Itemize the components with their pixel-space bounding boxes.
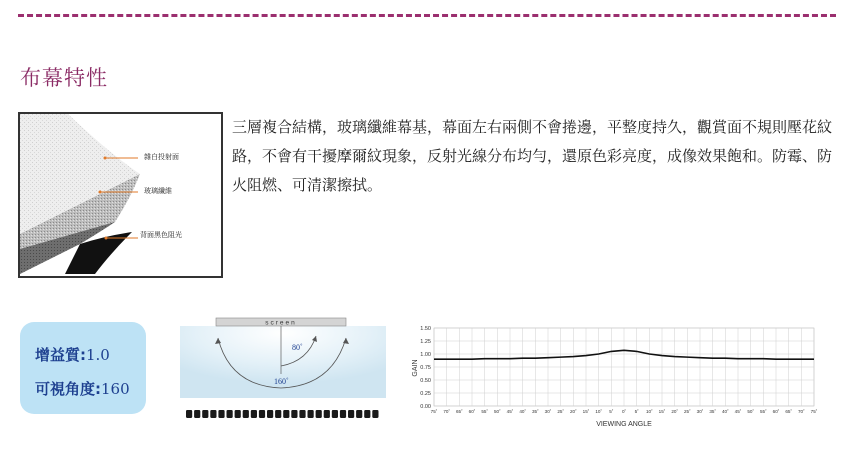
x-tick-label: 5˚ bbox=[609, 409, 614, 414]
seat bbox=[259, 410, 265, 418]
x-tick-label: 35˚ bbox=[532, 409, 539, 414]
x-tick-label: 70˚ bbox=[798, 409, 805, 414]
seat bbox=[348, 410, 354, 418]
x-tick-label: 15˚ bbox=[582, 409, 590, 414]
spec-box bbox=[20, 322, 146, 414]
x-tick-label: 35˚ bbox=[709, 409, 716, 414]
y-tick-labels bbox=[420, 326, 431, 410]
seat bbox=[275, 410, 281, 418]
x-tick-label: 45˚ bbox=[506, 409, 514, 414]
seat bbox=[251, 410, 257, 418]
y-tick-label: 1.50 bbox=[420, 326, 431, 332]
viewing-angle-spec bbox=[35, 378, 130, 399]
x-tick-label: 60˚ bbox=[772, 409, 780, 414]
x-tick-label: 40˚ bbox=[519, 409, 526, 414]
x-tick-label: 10˚ bbox=[595, 409, 602, 414]
x-tick-label: 50˚ bbox=[747, 409, 754, 414]
seat bbox=[372, 410, 378, 418]
gain-chart bbox=[405, 322, 825, 430]
fabric-layer-illustration bbox=[18, 112, 223, 278]
x-axis-label: VIEWING ANGLE bbox=[596, 421, 652, 428]
x-tick-label: 75˚ bbox=[810, 409, 818, 414]
y-axis-label: GAIN bbox=[412, 359, 419, 377]
layer-label-backing: 背面黑色阻光 bbox=[140, 231, 182, 239]
x-tick-label: 75˚ bbox=[430, 409, 438, 414]
gain-value: 1.0 bbox=[86, 346, 110, 364]
seat bbox=[283, 410, 289, 418]
x-tick-label: 65˚ bbox=[785, 409, 792, 414]
seat bbox=[194, 410, 200, 418]
x-tick-label: 25˚ bbox=[684, 409, 691, 414]
x-tick-label: 5˚ bbox=[634, 409, 639, 414]
seat bbox=[316, 410, 322, 418]
x-tick-label: 70˚ bbox=[443, 409, 450, 414]
x-tick-label: 55˚ bbox=[481, 409, 488, 414]
x-tick-label: 0˚ bbox=[621, 409, 627, 414]
y-tick-label: 0.25 bbox=[420, 391, 431, 397]
product-description: 三層複合結構，玻璃纖維幕基，幕面左右兩側不會捲邊，平整度持久，觀賞面不規則壓花紋路，不會有干擾摩爾紋現象，反射光線分布均勻，還原色彩亮度，成像效果飽和。防霉、防火阻燃、可清潔擦拭。 bbox=[232, 118, 833, 194]
layer-label-surface: 雜白投射面 bbox=[144, 153, 179, 161]
seat bbox=[218, 410, 224, 418]
x-tick-label: 65˚ bbox=[456, 409, 463, 414]
seat bbox=[243, 410, 249, 418]
layer-label-fiber: 玻璃纖維 bbox=[144, 187, 172, 195]
gain-spec bbox=[35, 344, 110, 365]
seat bbox=[186, 410, 192, 418]
seat bbox=[291, 410, 297, 418]
section-title: 布幕特性 bbox=[20, 66, 108, 90]
y-tick-label: 0.50 bbox=[420, 378, 431, 384]
seat bbox=[308, 410, 314, 418]
y-tick-label: 1.25 bbox=[420, 339, 431, 345]
x-tick-label: 20˚ bbox=[671, 409, 678, 414]
viewing-angle-value: 160 bbox=[101, 380, 130, 398]
seat bbox=[227, 410, 233, 418]
seat bbox=[299, 410, 305, 418]
seat bbox=[356, 410, 362, 418]
seat bbox=[235, 410, 241, 418]
x-tick-label: 45˚ bbox=[734, 409, 742, 414]
gain-label: 增益質: bbox=[35, 346, 86, 364]
x-tick-label: 25˚ bbox=[557, 409, 564, 414]
x-tick-label: 20˚ bbox=[570, 409, 577, 414]
y-tick-label: 0.00 bbox=[420, 404, 431, 410]
narrow-angle-label: 80˚ bbox=[292, 343, 303, 352]
x-tick-label: 15˚ bbox=[658, 409, 666, 414]
x-tick-labels bbox=[431, 408, 818, 414]
seat bbox=[324, 410, 330, 418]
x-tick-label: 10˚ bbox=[646, 409, 653, 414]
x-tick-label: 30˚ bbox=[544, 409, 552, 414]
screen-label: screen bbox=[265, 319, 297, 327]
y-tick-label: 0.75 bbox=[420, 365, 431, 371]
x-tick-label: 40˚ bbox=[722, 409, 729, 414]
seat bbox=[364, 410, 370, 418]
y-tick-label: 1.00 bbox=[420, 352, 431, 358]
dashed-divider bbox=[18, 14, 836, 17]
seat bbox=[210, 410, 216, 418]
seat bbox=[202, 410, 208, 418]
x-tick-label: 60˚ bbox=[468, 409, 476, 414]
viewing-angle-diagram bbox=[180, 316, 386, 420]
wide-angle-label: 160˚ bbox=[274, 377, 289, 386]
x-tick-label: 55˚ bbox=[760, 409, 767, 414]
seat bbox=[340, 410, 346, 418]
audience-seats bbox=[186, 410, 379, 418]
viewing-angle-label: 可視角度: bbox=[35, 380, 101, 398]
x-tick-label: 30˚ bbox=[696, 409, 704, 414]
x-tick-label: 50˚ bbox=[494, 409, 501, 414]
seat bbox=[332, 410, 338, 418]
seat bbox=[267, 410, 273, 418]
